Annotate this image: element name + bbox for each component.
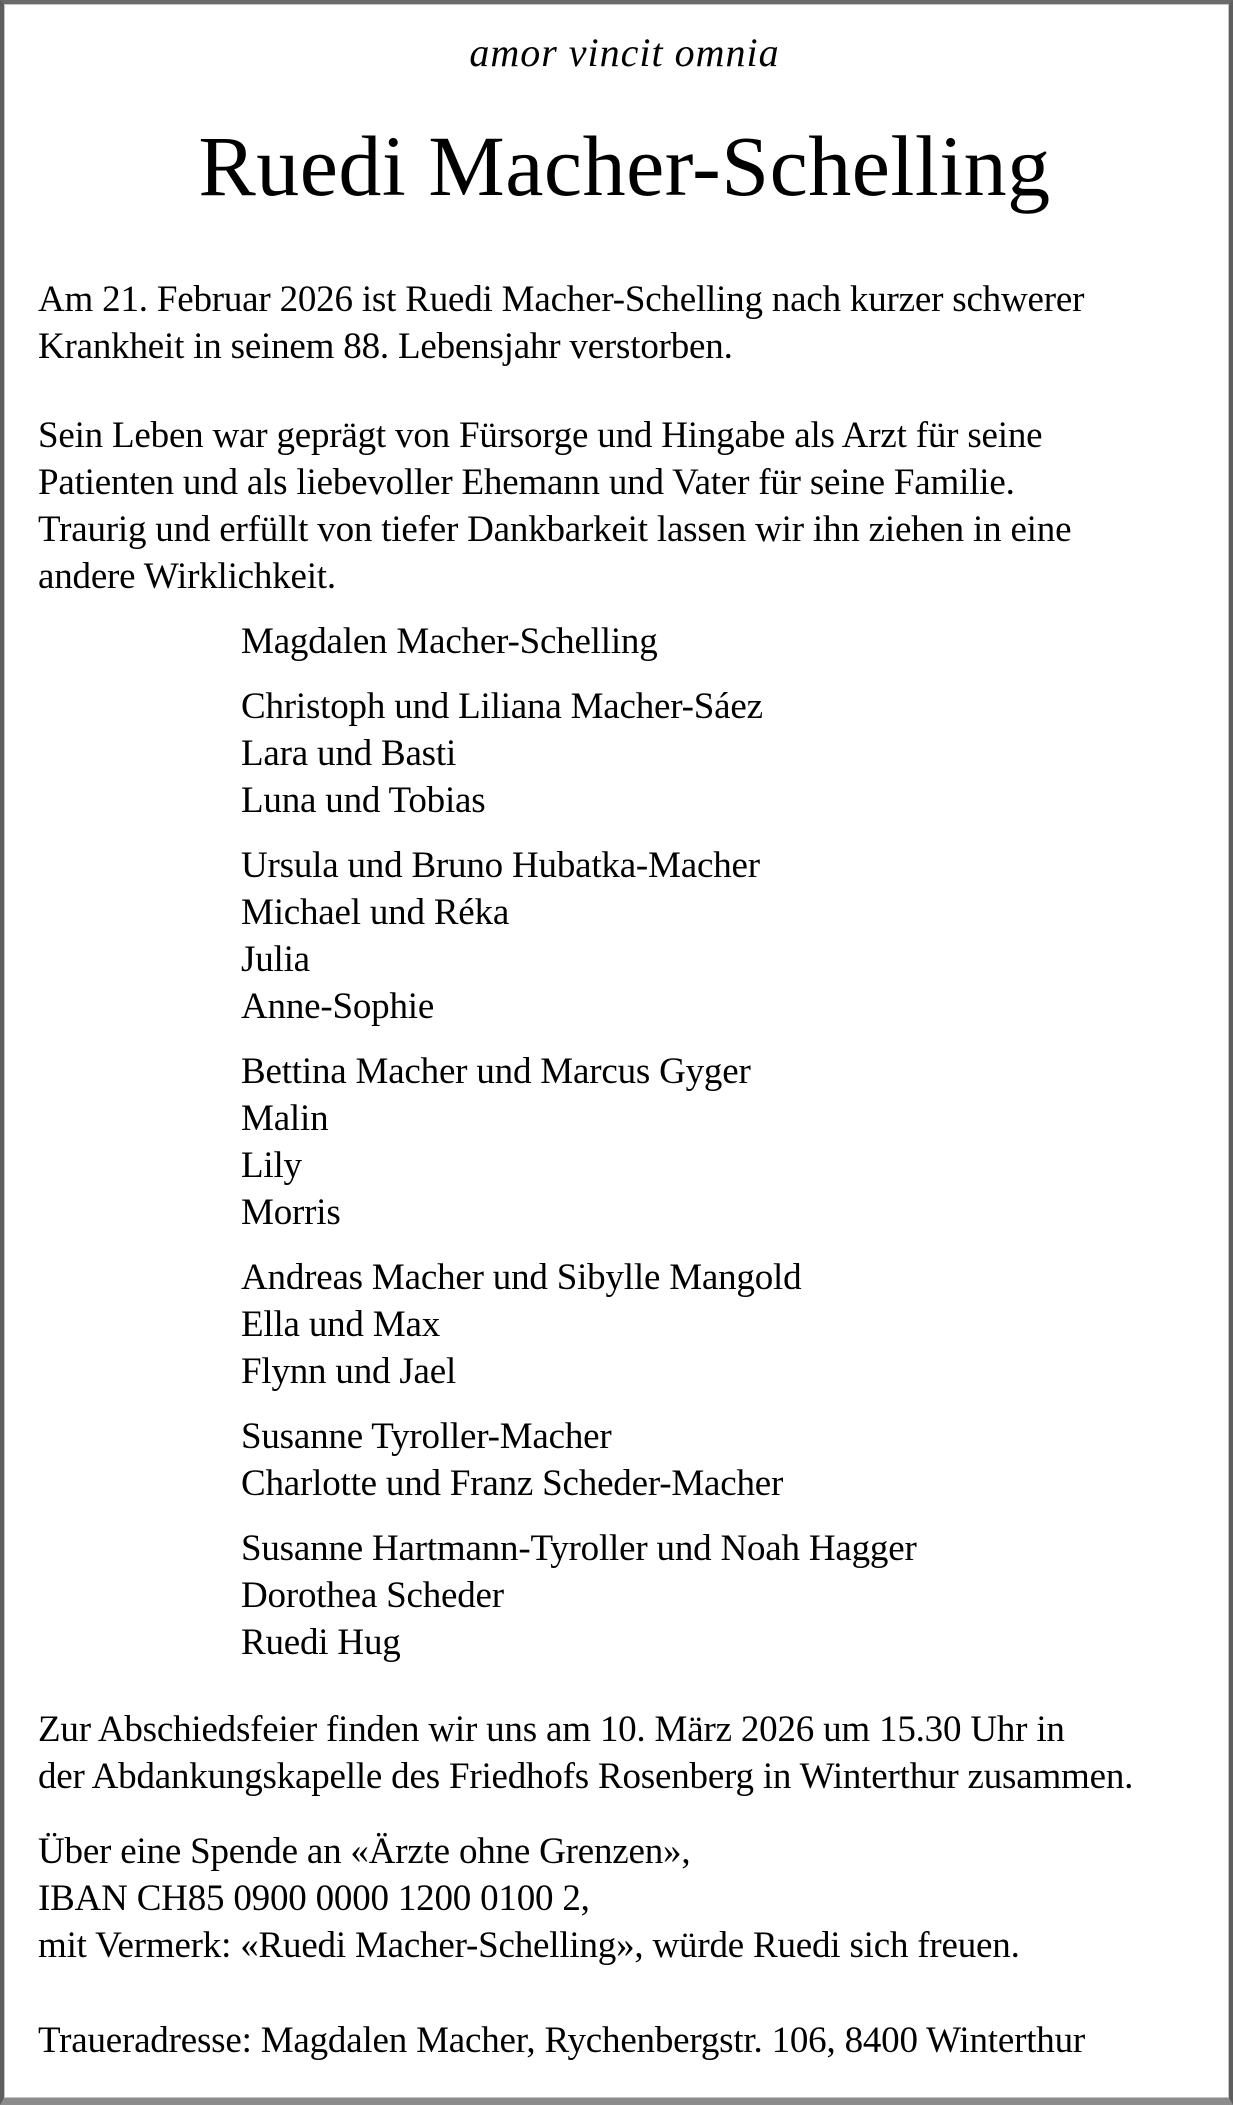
mourner-line: Dorothea Scheder: [241, 1575, 504, 1616]
mourner-line: Lara und Basti: [241, 733, 457, 774]
mourner-line: Susanne Tyroller-Macher: [241, 1416, 612, 1457]
deceased-name-title: Ruedi Macher-Schelling: [198, 118, 1051, 214]
tribute-paragraph: [38, 412, 1211, 600]
mourner-line: Christoph und Liliana Macher-Sáez: [241, 686, 763, 727]
mourner-line: Magdalen Macher-Schelling: [241, 621, 658, 662]
mourner-group: [241, 842, 1211, 1030]
announcement-line: Am 21. Februar 2026 ist Ruedi Macher-Schelling nach kurzer schwerer: [38, 279, 1085, 320]
tribute-line: andere Wirklichkeit.: [38, 556, 336, 597]
announcement-line: Krankheit in seinem 88. Lebensjahr verstorben.: [38, 326, 733, 367]
donation-paragraph: [38, 1828, 1211, 1969]
donation-line: IBAN CH85 0900 0000 1200 0100 2,: [38, 1878, 590, 1919]
donation-line: mit Vermerk: «Ruedi Macher-Schelling», würde Ruedi sich freuen.: [38, 1925, 1020, 1966]
mourner-group: [241, 1525, 1211, 1666]
announcement-paragraph: [38, 276, 1211, 370]
mourner-line: Charlotte und Franz Scheder-Macher: [241, 1463, 784, 1504]
mourner-line: Ella und Max: [241, 1304, 441, 1345]
mourner-group: [241, 683, 1211, 824]
notice-content: [4, 4, 1229, 2064]
farewell-paragraph: [38, 1706, 1211, 1800]
mourner-line: Ruedi Hug: [241, 1622, 401, 1663]
mourner-line: Lily: [241, 1145, 302, 1186]
mourner-line: Anne-Sophie: [241, 986, 435, 1027]
tribute-line: Patienten und als liebevoller Ehemann und Vater für seine Familie.: [38, 462, 1015, 503]
mourner-group: [241, 1413, 1211, 1507]
mourning-address: Traueradresse: Magdalen Macher, Rychenbergstr. 106, 8400 Winterthur: [38, 2020, 1086, 2061]
motto-text: amor vincit omnia: [469, 30, 780, 75]
mourner-line: Julia: [241, 939, 310, 980]
tribute-line: Sein Leben war geprägt von Fürsorge und Hingabe als Arzt für seine: [38, 415, 1043, 456]
tribute-line: Traurig und erfüllt von tiefer Dankbarkeit lassen wir ihn ziehen in eine: [38, 509, 1072, 550]
farewell-line: der Abdankungskapelle des Friedhofs Rosenberg in Winterthur zusammen.: [38, 1756, 1134, 1797]
mourner-line: Michael und Réka: [241, 892, 510, 933]
mourner-line: Susanne Hartmann-Tyroller und Noah Hagger: [241, 1528, 917, 1569]
mourner-line: Ursula und Bruno Hubatka-Macher: [241, 845, 760, 886]
farewell-line: Zur Abschiedsfeier finden wir uns am 10. März 2026 um 15.30 Uhr in: [38, 1709, 1065, 1750]
mourner-line: Malin: [241, 1098, 329, 1139]
mourner-group: [241, 618, 1211, 665]
mourner-line: Bettina Macher und Marcus Gyger: [241, 1051, 751, 1092]
mourner-line: Andreas Macher und Sibylle Mangold: [241, 1257, 802, 1298]
mourner-group: [241, 1254, 1211, 1395]
donation-line: Über eine Spende an «Ärzte ohne Grenzen»,: [38, 1831, 691, 1872]
mourners-list: [241, 618, 1211, 1666]
mourner-line: Flynn und Jael: [241, 1351, 457, 1392]
mourner-group: [241, 1048, 1211, 1236]
mourner-line: Morris: [241, 1192, 341, 1233]
mourner-line: Luna und Tobias: [241, 780, 486, 821]
